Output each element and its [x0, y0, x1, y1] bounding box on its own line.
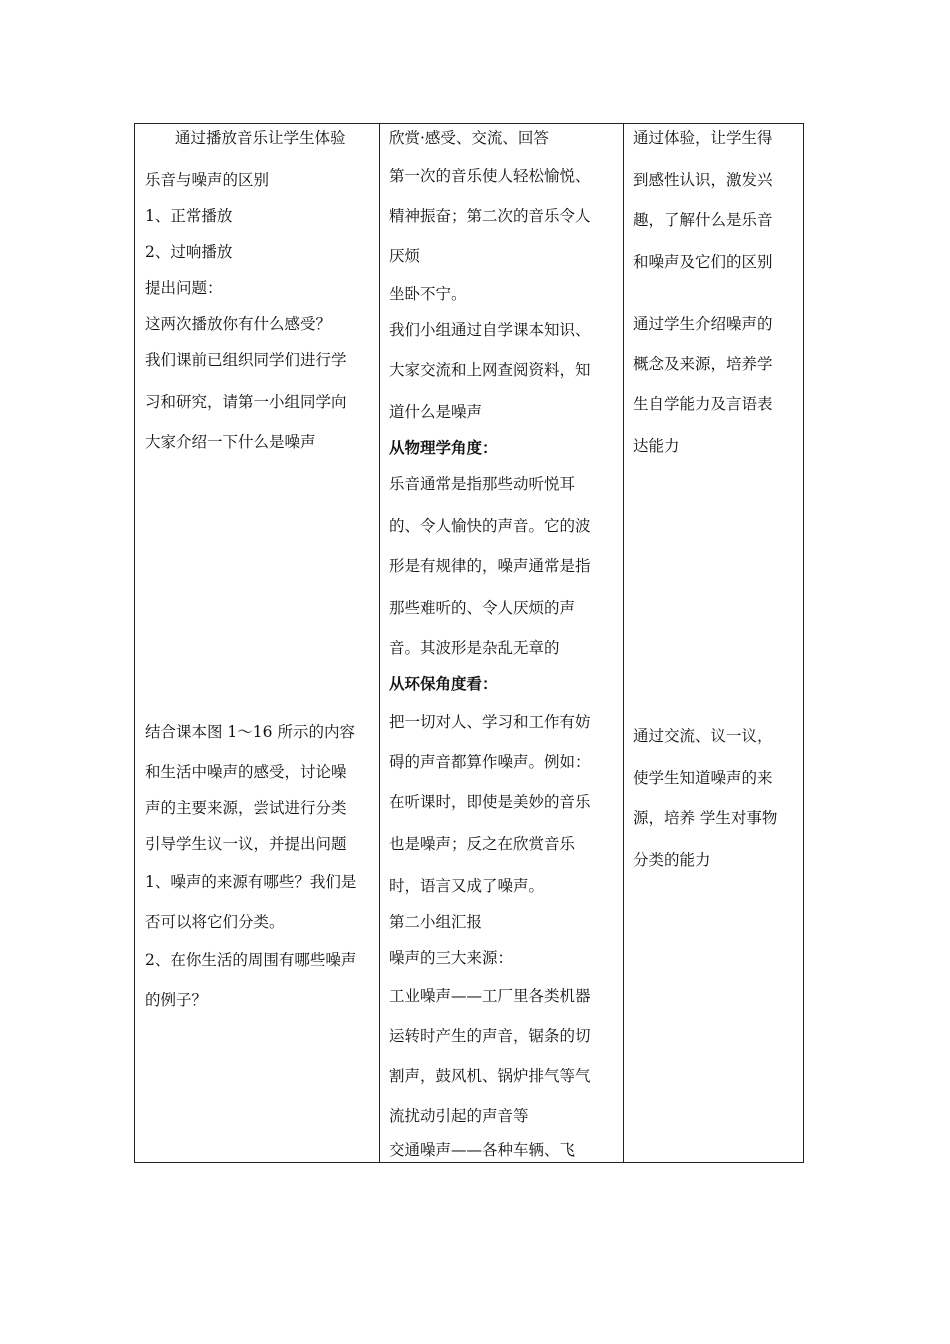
- text-line: 把一切对人、学习和工作有妨: [389, 713, 591, 731]
- lesson-table: [134, 123, 804, 1163]
- text-line: 我们小组通过自学课本知识、: [389, 321, 591, 339]
- text-line: 第二小组汇报: [389, 913, 483, 931]
- text-line: 噪声的三大来源：: [389, 949, 514, 967]
- text-line: 和生活中噪声的感受，讨论噪: [145, 763, 347, 781]
- text-line: 运转时产生的声音，锯条的切: [389, 1027, 591, 1045]
- column-divider: [379, 124, 380, 1162]
- text-line: 这两次播放你有什么感受？: [145, 315, 332, 333]
- text-line: 大家介绍一下什么是噪声: [145, 433, 316, 451]
- text-line: 我们课前已组织同学们进行学: [145, 351, 347, 369]
- text-line: 的例子？: [145, 991, 208, 1009]
- text-line: 欣赏·感受、交流、回答: [389, 129, 549, 147]
- section-heading: 从物理学角度：: [389, 438, 498, 457]
- text-line: 生自学能力及言语表: [633, 395, 773, 413]
- text-line: 和噪声及它们的区别: [633, 253, 773, 271]
- text-line: 割声，鼓风机、锅炉排气等气: [389, 1067, 591, 1085]
- text-line: 时，语言又成了噪声。: [389, 877, 545, 895]
- text-line: 引导学生议一议，并提出问题: [145, 835, 347, 853]
- text-line: 通过学生介绍噪声的: [633, 315, 773, 333]
- text-line: 精神振奋；第二次的音乐令人: [389, 207, 591, 225]
- student-activity-column: [389, 124, 619, 1162]
- text-line: 乐音通常是指那些动听悦耳: [389, 475, 576, 493]
- text-line: 趣，了解什么是乐音: [633, 211, 773, 229]
- text-line: 的、令人愉快的声音。它的波: [389, 517, 591, 535]
- text-line: 音。其波形是杂乱无章的: [389, 639, 560, 657]
- text-line: 2、过响播放: [145, 243, 233, 261]
- text-line: 1、噪声的来源有哪些？我们是: [145, 873, 357, 891]
- text-line: 坐卧不宁。: [389, 285, 467, 303]
- teacher-activity-column: [145, 124, 377, 1162]
- text-line: 通过交流、议一议，: [633, 727, 773, 745]
- text-line: 流扰动引起的声音等: [389, 1107, 529, 1125]
- text-line: 分类的能力: [633, 851, 711, 869]
- text-line: 达能力: [633, 437, 680, 455]
- text-line: 声的主要来源，尝试进行分类: [145, 799, 347, 817]
- text-line: 道什么是噪声: [389, 403, 483, 421]
- design-intent-column: [633, 124, 801, 1162]
- text-line: 通过播放音乐让学生体验: [175, 129, 346, 147]
- text-line: 到感性认识，激发兴: [633, 171, 773, 189]
- text-line: 使学生知道噪声的来: [633, 769, 773, 787]
- text-line: 在听课时，即使是美妙的音乐: [389, 793, 591, 811]
- text-line: 交通噪声——各种车辆、飞: [389, 1141, 576, 1159]
- text-line: 1、正常播放: [145, 207, 233, 225]
- text-line: 习和研究，请第一小组同学向: [145, 393, 347, 411]
- text-line: 厌烦: [389, 247, 421, 265]
- text-line: 源，培养 学生对事物: [633, 809, 778, 827]
- text-line: 否可以将它们分类。: [145, 913, 285, 931]
- text-line: 形是有规律的，噪声通常是指: [389, 557, 591, 575]
- text-line: 工业噪声——工厂里各类机器: [389, 987, 591, 1005]
- text-line: 2、在你生活的周围有哪些噪声: [145, 951, 357, 969]
- text-line: 碍的声音都算作噪声。例如：: [389, 753, 591, 771]
- text-line: 提出问题：: [145, 279, 223, 297]
- text-line: 乐音与噪声的区别: [145, 171, 270, 189]
- text-line: 结合课本图 1～16 所示的内容: [145, 723, 355, 741]
- text-line: 那些难听的、令人厌烦的声: [389, 599, 576, 617]
- text-line: 也是噪声；反之在欣赏音乐: [389, 835, 576, 853]
- section-heading: 从环保角度看：: [389, 674, 498, 693]
- text-line: 大家交流和上网查阅资料，知: [389, 361, 591, 379]
- column-divider: [623, 124, 624, 1162]
- text-line: 第一次的音乐使人轻松愉悦、: [389, 167, 591, 185]
- text-line: 概念及来源，培养学: [633, 355, 773, 373]
- text-line: 通过体验，让学生得: [633, 129, 773, 147]
